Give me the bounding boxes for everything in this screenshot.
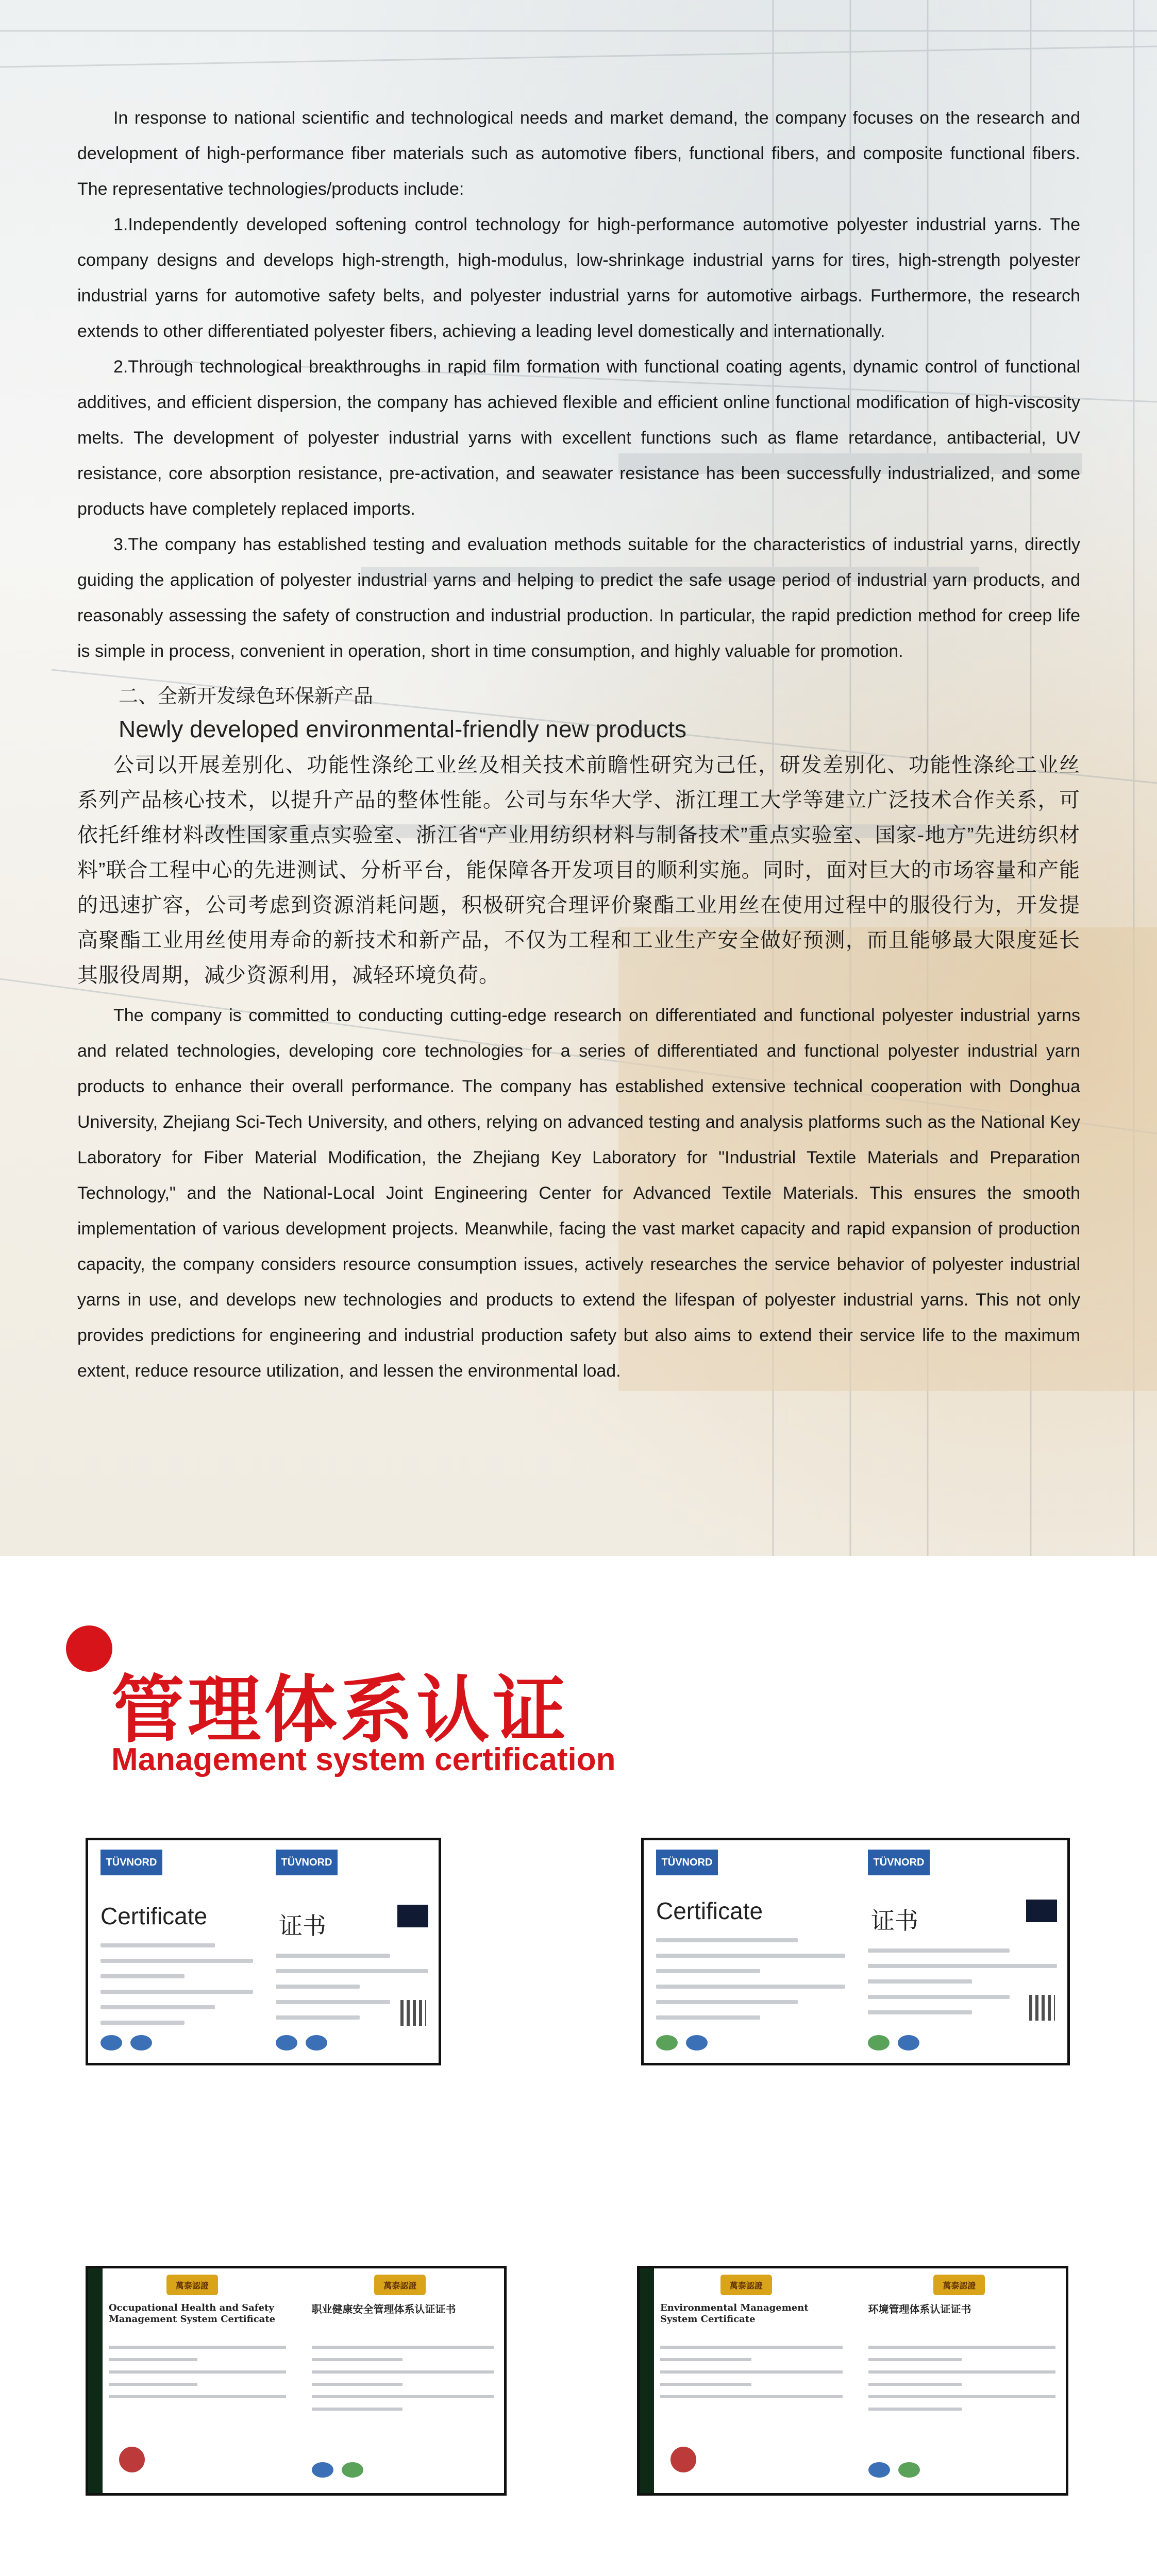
env-chinese-page [853,2268,1066,2493]
certificate-green-border [640,2268,654,2493]
ohs-english-page [88,2268,298,2493]
wit-certification-logo: 萬泰認證 [166,2275,218,2295]
iso-badge [1026,1900,1057,1922]
env-english-page [640,2268,854,2493]
tuv-nord-logo: TÜVNORD [100,1850,162,1875]
tech-item-3: 3.The company has established testing and evaluation methods suitable for the characteristics of industrial yarns, directly guiding the application of polyester industrial yarns and helping to predict the safe usage period of industrial yarn products, and reasonably assessing the safety of construction and industrial production. In particular, the rapid prediction method for creep life is simple in process, convenient in operation, short in time consumption, and highly valuable for promotion. [77,535,1080,661]
tech-item-1: 1.Independently developed softening control technology for high-performance automotive polyester industrial yarns. The company designs and develops high-strength, high-modulus, low-shrinkage industrial yarns for tires, high-strength polyester industrial yarns for automotive safety belts, and polyester industrial yarns for automotive airbags. Furthermore, the research extends to other differentiated polyester fibers, achieving a leading level domestically and internationally. [77,215,1080,341]
accreditation-logos [312,2462,363,2478]
accreditation-logos [868,2462,920,2478]
env-title-cn: 环境管理体系认证证书 [868,2303,971,2315]
certification-section [0,1556,1157,2576]
certification-title-en: Management system certification [111,1742,616,1777]
red-seal [119,2447,145,2472]
ohs-title-en: Occupational Health and Safety Management System Certificate [109,2302,276,2325]
accreditation-logos [100,2035,152,2050]
tuv-nord-logo: TÜVNORD [868,1850,930,1875]
certificate-text-lines [312,2346,494,2420]
section-paragraph-cn: 公司以开展差别化、功能性涤纶工业丝及相关技术前瞻性研究为己任，研发差别化、功能性涤纶工业丝系列产品核心技术，以提升产品的整体性能。公司与东华大学、浙江理工大学等建立广泛技术合作关系，可依托纤维材料改性国家重点实验室、浙江省“产业用纺织材料与制备技术”重点实验室、国家-地方”先进纺织材料”联合工程中心的先进测试、分析平台，能保障各开发项目的顺利实施。同时，面对巨大的市场容量和产能的迅速扩容，公司考虑到资源消耗问题，积极研究合理评价聚酯工业用丝在使用过程中的服役行为，开发提高聚酯工业用丝使用寿命的新技术和新产品，不仅为工程和工业生产安全做好预测，而且能够最大限度延长其服役周期，减少资源利用，减轻环境负荷。 [77,754,1080,987]
wit-certification-logo: 萬泰認證 [933,2275,985,2295]
red-dot-decoration [66,1625,112,1672]
wit-certification-logo: 萬泰認證 [374,2275,426,2295]
red-seal [670,2447,696,2472]
certificate-text-lines [868,2346,1056,2420]
certificate-word-cn: 证书 [279,1912,326,1939]
qr-code [1029,1995,1055,2021]
certificate-chinese-page [856,1840,1067,2063]
accreditation-logos [276,2035,327,2050]
tuv-nord-logo: TÜVNORD [656,1850,718,1875]
accreditation-logos [656,2035,708,2050]
tech-item-2: 2.Through technological breakthroughs in rapid film formation with functional coating agents, dynamic control of functional additives, and efficient dispersion, the company has achieved flexible and efficient online functional modification of high-viscosity melts. The development of polyester industrial yarns with excellent functions such as flame retardance, antibacterial, UV resistance, core absorption resistance, pre-activation, and seawater resistance has been successfully industrialized, and some products have completely replaced imports. [77,357,1080,519]
certificate-english-page [644,1840,857,2063]
section-heading-cn: 二、全新开发绿色环保新产品 [119,686,374,707]
certificate-word-en: Certificate [100,1903,208,1929]
certificate-text-lines [656,1938,845,2031]
tuv-certificate-1 [86,1838,441,2065]
ohs-chinese-page [296,2268,505,2493]
iso-badge [397,1905,428,1927]
ohs-certificate [86,2266,507,2496]
ohs-title-cn: 职业健康安全管理体系认证证书 [311,2303,456,2315]
section-heading-en: Newly developed environmental-friendly new products [119,716,687,742]
certification-title-cn: 管理体系认证 [111,1668,569,1753]
env-title-en: Environmental Management System Certificate [660,2302,809,2325]
certificate-text-lines [100,1943,253,2036]
certificate-english-page [88,1840,265,2063]
article-body [77,100,1080,1389]
certificate-text-lines [868,1948,1057,2026]
tuv-nord-logo: TÜVNORD [276,1850,338,1875]
qr-code [400,2000,426,2026]
certificate-chinese-page [263,1840,439,2063]
certificate-text-lines [109,2346,286,2408]
certificate-green-border [88,2268,103,2493]
intro-paragraph: In response to national scientific and technological needs and market demand, the company focuses on the research and development of high-performance fiber materials such as automotive fibers, functional fibers, and composite functional fibers. The representative technologies/products include: [77,108,1080,199]
certificate-word-cn: 证书 [871,1907,918,1934]
section-paragraph-en: The company is committed to conducting cutting-edge research on differentiated and functional polyester industrial yarns and related technologies, developing core technologies for a series of differentiated and functional polyester industrial yarn products to enhance their overall performance. The company has established extensive technical cooperation with Donghua University, Zhejiang Sci-Tech University, and others, relying on advanced testing and analysis platforms such as the National Key Laboratory for Fiber Material Modification, the Zhejiang Key Laboratory for "Industrial Textile Materials and Preparation Technology," and the National-Local Joint Engineering Center for Advanced Textile Materials. This ensures the smooth implementation of various development projects. Meanwhile, facing the vast market capacity and rapid expansion of production capacity, the company considers resource consumption issues, actively researches the service behavior of polyester industrial yarns in use, and develops new technologies and products to extend the lifespan of polyester industrial yarns. This not only provides predictions for engineering and industrial production safety but also aims to extend their service life to the maximum extent, reduce resource utilization, and lessen the environmental load. [77,1006,1080,1381]
tuv-certificate-2 [641,1838,1070,2065]
certificate-word-en: Certificate [656,1897,763,1924]
wit-certification-logo: 萬泰認證 [720,2275,772,2295]
certificate-text-lines [660,2346,843,2408]
environmental-certificate [637,2266,1068,2496]
accreditation-logos [868,2035,919,2050]
